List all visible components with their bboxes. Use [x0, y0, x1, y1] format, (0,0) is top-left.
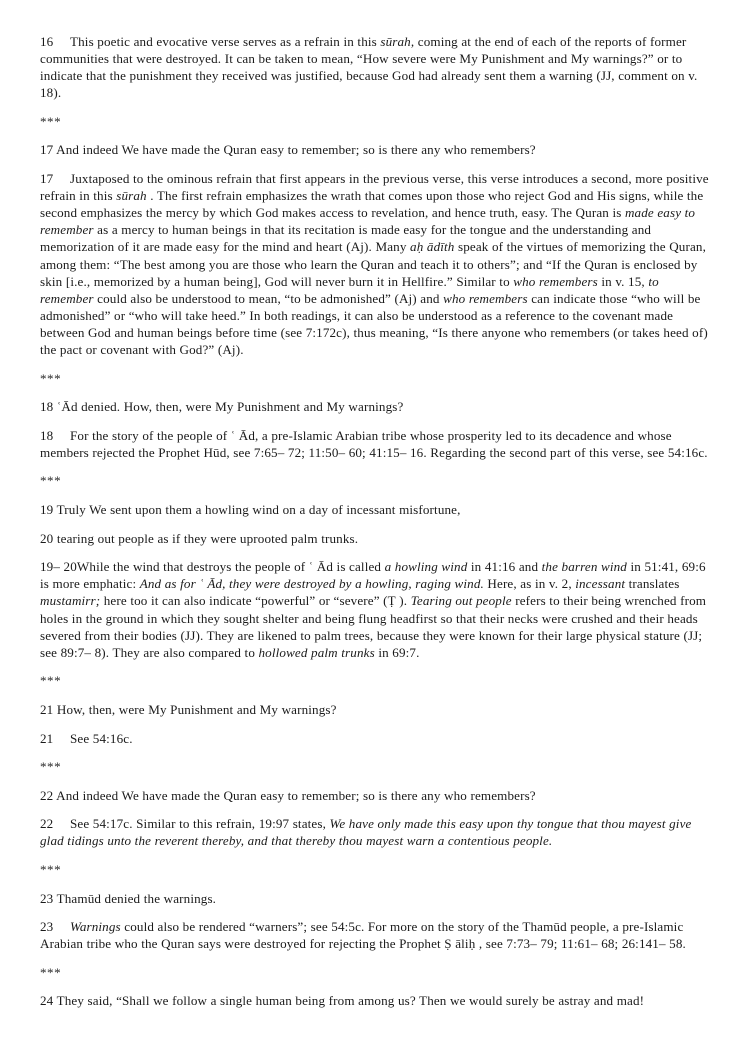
text-run: 20 tearing out people as if they were uprooted palm trunks. — [40, 530, 359, 546]
text-run: For the story of the people of ʿ Ād, a pre-Islamic Arabian tribe whose prosperity led to its decadence and whose members rejected the Prophet Hūd, see 7:65– 72; 11:50– 60; 41:15– 16. Regarding the second part of this verse, see 54:16c. — [40, 427, 708, 460]
text-run: in v. 15, — [597, 273, 649, 289]
commentary-19-20 — [40, 558, 712, 661]
text-run: coming at the end of each of the reports of former communities that were destroyed. It can be taken to mean, “How severe were My Punishment and My warnings?” or to indicate that the punishment they received was justified, because God had already sent them a warning (JJ, comment on v. 18). — [40, 34, 698, 101]
italic-run: Tearing out people — [410, 593, 512, 609]
italic-run: a howling wind — [384, 559, 468, 575]
separator-4: *** — [40, 673, 62, 689]
italic-run: made easy to remember — [40, 205, 696, 238]
text-run: See 54:16c. — [70, 730, 133, 746]
italic-run: sūrah — [116, 188, 147, 204]
italic-run: sūrah, — [380, 34, 415, 49]
verse-24 — [40, 992, 712, 1009]
commentary-number: 18 — [40, 427, 54, 443]
verse-17 — [40, 141, 712, 158]
text-run: in 41:16 and — [467, 559, 542, 575]
italic-run: We have only made this easy upon thy tongue that thou mayest give glad tidings unto the reverent thereby, and that thereby thou mayest warn a contentious people. — [40, 816, 692, 849]
verse-18 — [40, 398, 712, 415]
commentary-22 — [40, 815, 712, 849]
commentary-number: 19– 20 — [40, 559, 77, 575]
text-run: in 51:41, 69:6 is more emphatic: — [40, 559, 706, 592]
commentary-number: 17 — [40, 171, 54, 187]
text-run: Here, as in v. 2, — [483, 576, 576, 592]
text-run: This poetic and evocative verse serves as a refrain in this — [70, 34, 381, 49]
commentary-number: 23 — [40, 919, 54, 935]
italic-run: to remember — [40, 273, 659, 306]
separator-5: *** — [40, 759, 62, 775]
italic-run: the barren wind — [541, 559, 627, 575]
text-run: can indicate those “who will be admonished” or “who will take heed.” In both readings, it can also be understood as a reference to the covenant made between God and human beings before time (see 7:172c), thus meaning, “Is there anyone who remembers (or takes heed of) the pact or covenant with God?” (Aj). — [40, 290, 708, 357]
text-run: 18 ʿĀd denied. How, then, were My Punishment and My warnings? — [40, 399, 404, 415]
commentary-17 — [40, 170, 712, 358]
text-run: translates — [625, 576, 680, 592]
text-run: 17 And indeed We have made the Quran easy to remember; so is there any who remembers? — [40, 142, 536, 158]
text-run: could also be rendered “warners”; see 54:5c. For more on the story of the Thamūd people, a pre-Islamic Arabian tribe who the Quran says were destroyed for rejecting the Prophet Ṣ āliḥ , see 7:73– 79; 11:61– 68; 26:141– 58. — [40, 919, 686, 952]
page-content — [40, 33, 712, 1021]
text-run: . The first refrain emphasizes the wrath that comes upon those who reject God and His signs, while the second emphasizes the mercy by which God makes access to revelation, and hence truth, easy. The Quran is — [40, 188, 704, 221]
text-run: 24 They said, “Shall we follow a single human being from among us? Then we would surely be astray and mad! — [40, 993, 645, 1009]
italic-run: Warnings — [70, 919, 121, 935]
commentary-21 — [40, 730, 712, 747]
commentary-number: 16 — [40, 34, 54, 49]
text-run: here too it can also indicate “powerful” or “severe” (Ṭ ). — [100, 593, 411, 609]
italic-run: who remembers — [513, 273, 598, 289]
text-run: 21 How, then, were My Punishment and My warnings? — [40, 701, 337, 717]
text-run: as a mercy to human beings in that its recitation is made easy for the tongue and the understanding and memorization of it are made easy for the mind and heart (Aj). Many — [40, 222, 652, 255]
commentary-16 — [40, 33, 712, 101]
italic-run: aḥ ādīth — [410, 239, 455, 255]
separator-1: *** — [40, 113, 62, 129]
text-run: 19 Truly We sent upon them a howling wind on a day of incessant misfortune, — [40, 502, 461, 518]
text-run: 22 And indeed We have made the Quran easy to remember; so is there any who remembers? — [40, 787, 536, 803]
commentary-number: 22 — [40, 816, 54, 832]
italic-run: incessant — [575, 576, 626, 592]
text-run: While the wind that destroys the people of ʿ Ād is called — [76, 559, 385, 575]
verse-21 — [40, 701, 712, 718]
italic-run: mustamirr; — [40, 593, 101, 609]
text-run: speak of the virtues of memorizing the Quran, among them: “The best among you are those who learn the Quran and teach it to others”; and “If the Quran is enclosed by skin [i.e., memorized by a human being], God will never burn it in Hellfire.” Similar to — [40, 239, 707, 289]
separator-6: *** — [40, 861, 62, 877]
commentary-18 — [40, 427, 712, 461]
italic-run: hollowed palm trunks — [258, 644, 375, 660]
commentary-23 — [40, 918, 712, 952]
commentary-number: 21 — [40, 730, 54, 746]
verse-20 — [40, 530, 712, 547]
text-run: 23 Thamūd denied the warnings. — [40, 890, 217, 906]
verse-22 — [40, 787, 712, 804]
text-run: in 69:7. — [374, 644, 420, 660]
text-run: Juxtaposed to the ominous refrain that first appears in the previous verse, this verse introduces a second, more positive refrain in this — [40, 171, 709, 204]
text-run: See 54:17c. Similar to this refrain, 19:97 states, — [70, 816, 330, 832]
italic-run: And as for ʿ Ād, they were destroyed by a howling, raging wind. — [139, 576, 484, 592]
separator-2: *** — [40, 370, 62, 386]
italic-run: who remembers — [443, 290, 528, 306]
verse-19 — [40, 501, 712, 518]
text-run: refers to their being wrenched from holes in the ground in which they sought shelter and being flung headfirst so that their necks were crushed and their heads severed from their bodies (JJ). They are likened to palm trees, because they were known for their large physical stature (JJ; see 89:7– 8). They are also compared to — [40, 593, 707, 660]
separator-7: *** — [40, 964, 62, 980]
verse-23 — [40, 890, 712, 907]
separator-3: *** — [40, 473, 62, 489]
text-run: could also be understood to mean, “to be admonished” (Aj) and — [93, 290, 444, 306]
